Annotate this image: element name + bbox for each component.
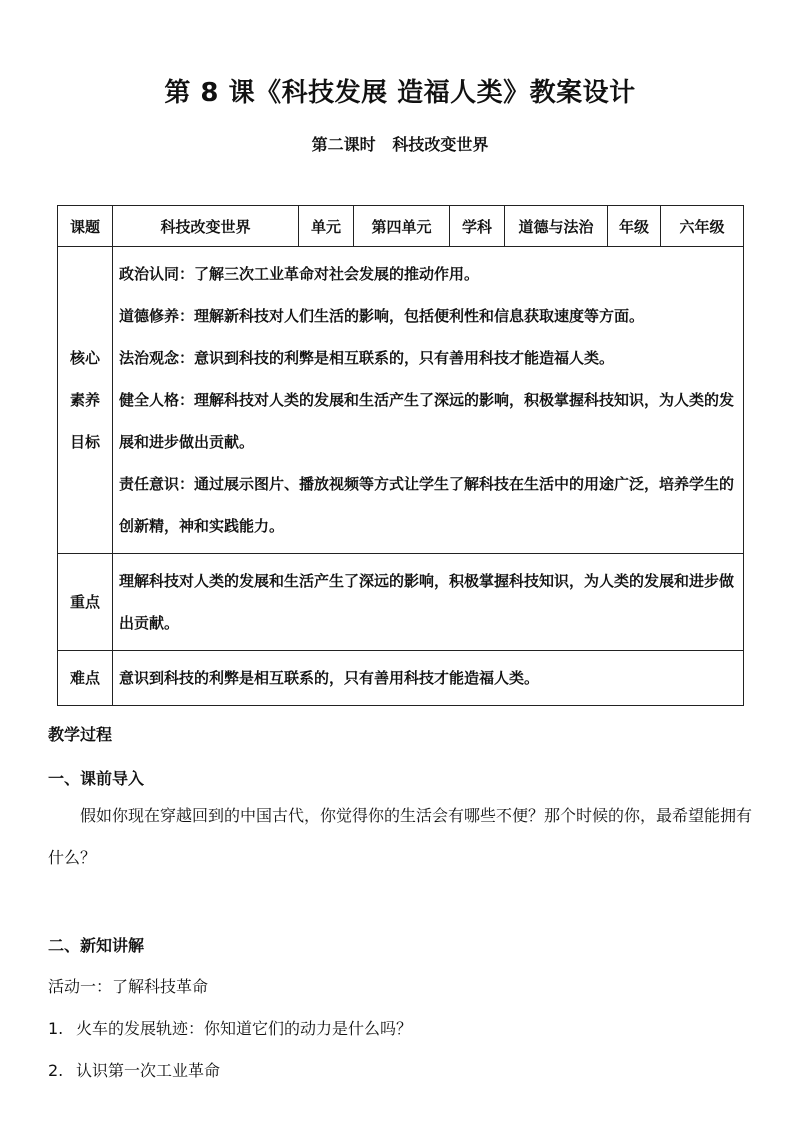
table-header-row [58, 206, 744, 247]
new-knowledge-heading: 二、新知讲解 [48, 936, 145, 955]
topic-label: 课题 [58, 206, 113, 247]
core-literacy-row [58, 247, 744, 554]
intro-heading: 一、课前导入 [48, 769, 145, 788]
unit-value: 第四单元 [354, 206, 450, 247]
subject-label: 学科 [450, 206, 505, 247]
difficulty-content [113, 651, 744, 706]
core-item-political: 政治认同：了解三次工业革命对社会发展的推动作用。 [119, 265, 480, 283]
core-label-line: 目标 [69, 433, 100, 451]
list-item [48, 1058, 220, 1081]
key-point-content [113, 554, 744, 651]
activity-title: 活动一：了解科技革命 [48, 977, 209, 996]
difficulty-row [58, 651, 744, 706]
subject-value: 道德与法治 [505, 206, 608, 247]
core-item-personality: 健全人格：理解科技对人类的发展和生活产生了深远的影响，积极掌握科技知识，为人类的发展和进步做出贡献。 [119, 391, 735, 451]
core-item-moral: 道德修养：理解新科技对人们生活的影响，包括便利性和信息获取速度等方面。 [119, 307, 645, 325]
list-item-number: 2. [48, 1061, 64, 1080]
core-literacy-label [58, 247, 113, 554]
difficulty-label: 难点 [58, 651, 113, 706]
core-item-law: 法治观念：意识到科技的利弊是相互联系的，只有善用科技才能造福人类。 [119, 349, 615, 367]
process-heading: 教学过程 [48, 725, 113, 744]
intro-paragraph: 假如你现在穿越回到的中国古代，你觉得你的生活会有哪些不便？那个时候的你，最希望能拥有什么？ [48, 806, 753, 867]
difficulty-text: 意识到科技的利弊是相互联系的，只有善用科技才能造福人类。 [119, 669, 540, 687]
core-label-line: 核心 [69, 349, 100, 367]
key-point-label: 重点 [58, 554, 113, 651]
list-item-text: 认识第一次工业革命 [76, 1061, 221, 1080]
key-point-text: 理解科技对人类的发展和生活产生了深远的影响，积极掌握科技知识，为人类的发展和进步做出贡献。 [119, 572, 735, 632]
lesson-plan-table [57, 205, 744, 706]
core-item-responsibility: 责任意识：通过展示图片、播放视频等方式让学生了解科技在生活中的用途广泛，培养学生的创新精，神和实践能力。 [119, 475, 735, 535]
core-label-line: 素养 [69, 391, 100, 409]
core-literacy-content [113, 247, 744, 554]
unit-label: 单元 [299, 206, 354, 247]
topic-value: 科技改变世界 [113, 206, 299, 247]
document-subtitle: 第二课时 科技改变世界 [311, 135, 489, 154]
document-title: 第 8 课《科技发展 造福人类》教案设计 [164, 78, 636, 108]
list-item [48, 1016, 412, 1039]
key-point-row [58, 554, 744, 651]
list-item-number: 1. [48, 1019, 64, 1038]
list-item-text: 火车的发展轨迹：你知道它们的动力是什么吗？ [76, 1019, 413, 1038]
grade-label: 年级 [608, 206, 661, 247]
grade-value: 六年级 [661, 206, 744, 247]
